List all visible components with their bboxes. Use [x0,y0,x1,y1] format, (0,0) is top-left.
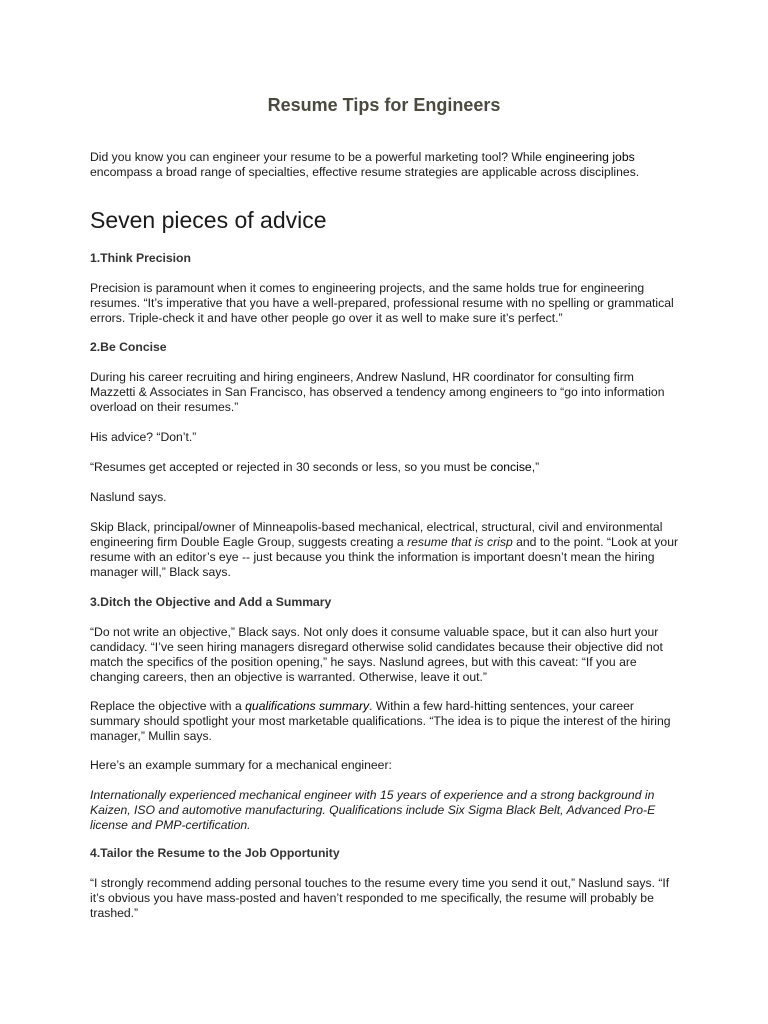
engineering-jobs-link[interactable]: engineering jobs [545,150,635,164]
section-3-paragraph-1: “Do not write an objective,” Black says. Not only does it consume valuable space, but it can also hurt your candidacy. “I’ve seen hiring managers disregard otherwise solid candidates because their objective did not match the specifics of the position opening,” he says. Naslund agrees, but with this caveat: “If you are changing careers, then an objective is warranted. Otherwise, leave it out.” [90,625,663,684]
section-2-heading: 2.Be Concise [90,340,167,354]
section-3-example-summary [90,788,680,833]
resume-crisp-emphasis: resume that is crisp [407,535,513,549]
advice-heading: Seven pieces of advice [90,207,327,233]
intro-text-after: encompass a broad range of specialties, effective resume strategies are applicable across disciplines. [90,165,640,179]
section-2-paragraph-1: During his career recruiting and hiring engineers, Andrew Naslund, HR coordinator for consulting firm Mazzetti & Associates in San Francisco, has observed a tendency among engineers to “go into information overload on their resumes.” [90,370,665,414]
section-3-heading: 3.Ditch the Objective and Add a Summary [90,595,332,609]
skip-black-text-after: and to the point. “Look at your resume with an editor’s eye -- just because you think the information is important doesn’t mean the hiring manager will,” Black says. [90,535,679,579]
qualifications-text-before: Replace the objective with a [90,699,246,713]
section-4-heading: 4.Tailor the Resume to the Job Opportunity [90,846,340,860]
section-4-paragraph: “I strongly recommend adding personal touches to the resume every time you send it out,” Naslund says. “If it’s obvious you have mass-posted and haven’t responded to me specifically, the resume will probably be trashed.” [90,876,670,920]
section-2-paragraph-4: Naslund says. [90,490,167,504]
section-1-paragraph: Precision is paramount when it comes to engineering projects, and the same holds true for engineering resumes. “It’s imperative that you have a well-prepared, professional resume with no spelling or grammatical errors. Triple-check it and have other people go over it as well to make sure it’s perfect.” [90,281,674,325]
section-3-paragraph-3: Here’s an example summary for a mechanical engineer: [90,758,392,772]
intro-text-before: Did you know you can engineer your resume to be a powerful marketing tool? While [90,150,546,164]
qualifications-summary-link[interactable]: qualifications summary [245,699,370,713]
skip-black-text-before: Skip Black, principal/owner of Minneapolis-based mechanical, electrical, structural, civil and environmental engineering firm Double Eagle Group, suggests creating a [90,520,663,549]
concise-text-before: “Resumes get accepted or rejected in 30 seconds or less, so you must be [90,460,491,474]
example-summary-text: Internationally experienced mechanical engineer with 15 years of experience and a strong background in Kaizen, ISO and automotive manufacturing. Qualifications include Six Sigma Black Belt, Advanced Pro-E license and PMP-certification. [90,788,656,832]
intro-paragraph [90,150,680,180]
document-title: Resume Tips for Engineers [267,95,501,115]
section-2-paragraph-2: His advice? “Don’t.” [90,430,197,444]
section-2-paragraph-3 [90,460,680,475]
concise-text-after: ,” [531,460,540,474]
section-3-paragraph-2 [90,699,680,744]
qualifications-text-after: . Within a few hard-hitting sentences, your career summary should spotlight your most marketable qualifications. “The idea is to pique the interest of the hiring manager,” Mullin says. [90,699,671,743]
section-1-heading: 1.Think Precision [90,251,191,265]
section-2-paragraph-5 [90,520,680,580]
concise-link[interactable]: concise [490,460,532,474]
